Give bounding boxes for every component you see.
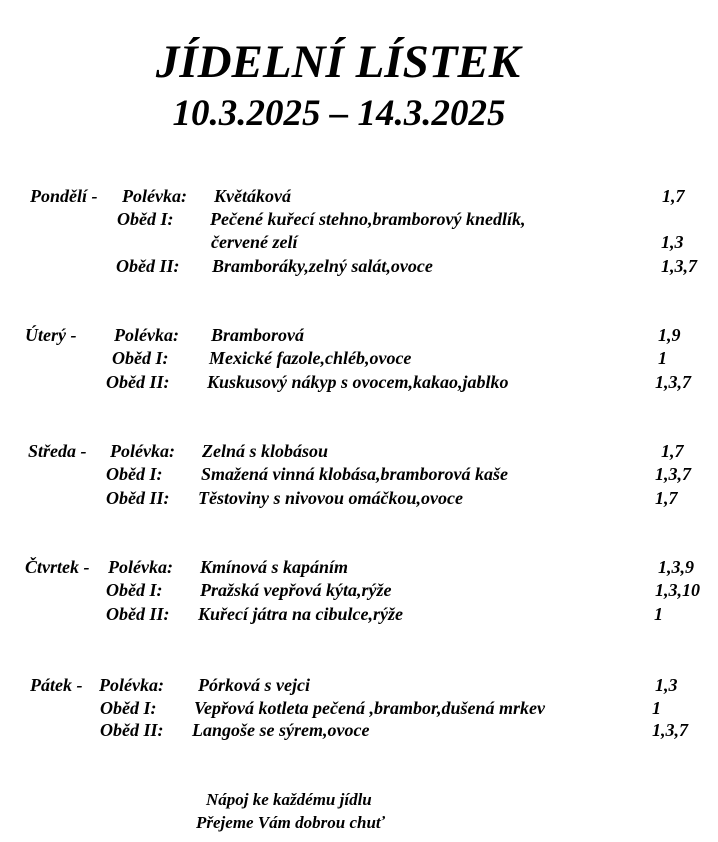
soup-name: Bramborová bbox=[211, 325, 305, 345]
soup-label: Polévka: bbox=[110, 441, 175, 461]
lunch2-name: Kuřecí játra na cibulce,rýže bbox=[198, 604, 403, 624]
lunch1-name: Pečené kuřecí stehno,bramborový knedlík, bbox=[210, 209, 526, 229]
footer-drink-note: Nápoj ke každému jídlu bbox=[206, 790, 372, 809]
soup-name: Květáková bbox=[214, 186, 291, 206]
lunch1-label: Oběd I: bbox=[112, 348, 169, 368]
soup-allergens: 1,3 bbox=[655, 675, 678, 695]
day-label: Pátek - bbox=[30, 675, 83, 695]
lunch2-allergens: 1,3,7 bbox=[655, 372, 691, 392]
lunch1-name: Mexické fazole,chléb,ovoce bbox=[209, 348, 412, 368]
lunch1-name: Pražská vepřová kýta,rýže bbox=[200, 580, 392, 600]
lunch1-label: Oběd I: bbox=[100, 698, 157, 718]
soup-name: Kmínová s kapáním bbox=[200, 557, 349, 577]
lunch2-allergens: 1 bbox=[654, 604, 663, 624]
menu-title: JÍDELNÍ LÍSTEK bbox=[155, 36, 521, 88]
lunch2-name: Bramboráky,zelný salát,ovoce bbox=[212, 256, 433, 276]
lunch2-label: Oběd II: bbox=[106, 604, 170, 624]
soup-label: Polévka: bbox=[108, 557, 173, 577]
lunch1-name: Vepřová kotleta pečená ,brambor,dušená mrkev bbox=[194, 698, 545, 718]
soup-allergens: 1,7 bbox=[661, 441, 684, 461]
lunch2-label: Oběd II: bbox=[106, 372, 170, 392]
lunch1-label: Oběd I: bbox=[106, 580, 163, 600]
soup-name: Pórková s vejci bbox=[198, 675, 310, 695]
lunch2-allergens: 1,3,7 bbox=[661, 256, 697, 276]
lunch2-name: Langoše se sýrem,ovoce bbox=[192, 720, 370, 740]
day-label: Středa - bbox=[28, 441, 87, 461]
lunch2-label: Oběd II: bbox=[116, 256, 180, 276]
lunch1-allergens: 1,3,10 bbox=[655, 580, 700, 600]
lunch1-allergens: 1,3 bbox=[661, 232, 684, 252]
lunch1-name: Smažená vinná klobása,bramborová kaše bbox=[201, 464, 509, 484]
soup-name: Zelná s klobásou bbox=[202, 441, 329, 461]
lunch1-name-continued: červené zelí bbox=[211, 232, 298, 252]
lunch2-name: Kuskusový nákyp s ovocem,kakao,jablko bbox=[207, 372, 509, 392]
day-label: Čtvrtek - bbox=[25, 557, 90, 577]
lunch2-label: Oběd II: bbox=[106, 488, 170, 508]
lunch2-name: Těstoviny s nivovou omáčkou,ovoce bbox=[198, 488, 463, 508]
soup-label: Polévka: bbox=[122, 186, 187, 206]
soup-allergens: 1,9 bbox=[658, 325, 681, 345]
lunch1-allergens: 1,3,7 bbox=[655, 464, 691, 484]
lunch1-allergens: 1 bbox=[652, 698, 661, 718]
day-label: Úterý - bbox=[25, 325, 77, 345]
lunch2-label: Oběd II: bbox=[100, 720, 164, 740]
lunch2-allergens: 1,7 bbox=[655, 488, 678, 508]
soup-allergens: 1,3,9 bbox=[658, 557, 694, 577]
footer-greeting: Přejeme Vám dobrou chuť bbox=[196, 813, 385, 832]
lunch1-label: Oběd I: bbox=[106, 464, 163, 484]
soup-allergens: 1,7 bbox=[662, 186, 685, 206]
soup-label: Polévka: bbox=[114, 325, 179, 345]
lunch1-label: Oběd I: bbox=[117, 209, 174, 229]
lunch1-allergens: 1 bbox=[658, 348, 667, 368]
lunch2-allergens: 1,3,7 bbox=[652, 720, 688, 740]
soup-label: Polévka: bbox=[99, 675, 164, 695]
date-range: 10.3.2025 – 14.3.2025 bbox=[172, 93, 506, 134]
day-label: Pondělí - bbox=[30, 186, 98, 206]
